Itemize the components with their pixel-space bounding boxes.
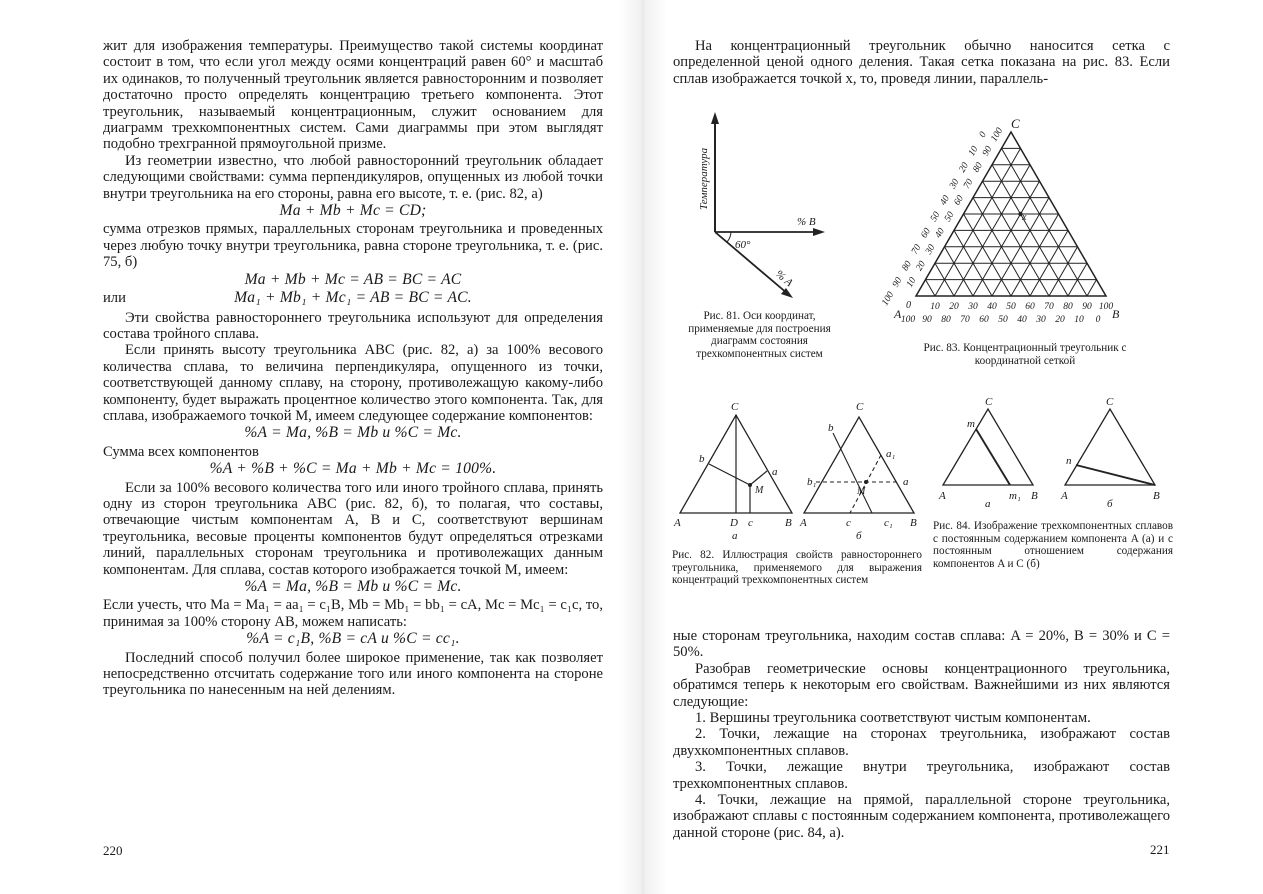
property-item-4: 4. Точки, лежащие на прямой, параллельной стороне треугольника, изображают сплавы с постоянным содержанием компонента, противолежащего данной стороне (рис. 84, а). — [673, 792, 1170, 841]
left-tick-label: 70 — [962, 177, 976, 191]
left-tick-label: 60 — [952, 193, 966, 208]
left-tick-label: 50 — [943, 210, 957, 224]
figure-84-triangles — [935, 395, 1170, 515]
grid-line — [1011, 214, 1059, 296]
bottom-tick-label: 50 — [1006, 302, 1016, 312]
formula-sum: %A + %B + %C = Ma + Mb + Mc = 100%. — [209, 460, 497, 478]
figure-83-concentration-triangle — [880, 108, 1140, 343]
axis-temperature-label: Температура — [698, 147, 710, 210]
vertex-a-label: A — [894, 307, 902, 321]
left-tick-label-reverse: 100 — [880, 290, 897, 308]
fig82b-b: b — [828, 422, 834, 434]
fig82a-a: a — [772, 466, 778, 478]
fig82a-a-vertex: A — [674, 517, 681, 529]
figure-81-axes — [685, 110, 845, 310]
grid-line — [1002, 148, 1088, 296]
figure-82-caption: Рис. 82. Иллюстрация свойств равностороннего треугольника, применяемого для выражения концентраций трехкомпонентных систем — [672, 549, 922, 587]
figure-82a — [673, 401, 792, 542]
left-tick-labels-reverse — [880, 130, 989, 307]
fig82a-b-vertex: B — [785, 517, 792, 529]
bottom-tick-label: 20 — [949, 302, 959, 312]
bottom-tick-label: 70 — [1044, 302, 1054, 312]
fig82b-a-vertex: A — [800, 517, 807, 529]
figure-84a — [938, 396, 1038, 510]
right-paragraph-3: Разобрав геометрические основы концентрационного треугольника, обратимся теперь к некоторым его свойствам. Важнейшими из них являются следующие: — [673, 660, 1170, 710]
page-number-right: 221 — [1150, 842, 1170, 857]
right-paragraph-2: ные сторонам треугольника, находим состав сплава: A = 20%, B = 30% и C = 50%. — [673, 628, 1170, 661]
left-paragraph-3: сумма отрезков прямых, параллельных сторонам треугольника и проведенных через любую точку внутри треугольника, равна стороне треугольника, т. е. (рис. 75, б) — [103, 221, 603, 271]
bottom-tick-label-reverse: 10 — [1074, 315, 1084, 325]
fig82b-b1: b₁ — [807, 476, 817, 488]
bottom-tick-label-reverse: 60 — [979, 315, 989, 325]
formula-parallels: Ma + Mb + Mc = AB = BC = AC — [244, 270, 462, 288]
bottom-tick-label-reverse: 100 — [900, 315, 916, 325]
triangle-grid — [916, 132, 1106, 296]
vertex-c-label: C — [1011, 116, 1020, 131]
bottom-tick-label: 10 — [930, 302, 940, 312]
formula-or-row — [103, 290, 603, 306]
figure-82b — [799, 401, 917, 542]
fig82a-sub: а — [732, 530, 738, 542]
bottom-tick-label: 40 — [987, 302, 997, 312]
left-paragraph-7: Если за 100% весового количества того или иного тройного сплава, принять одну из сторон треугольника ABC (рис. 82, б), то полагая, что составы, отвечающие чистым компонентам A, B и C, соответствуют вершинам треугольника, весовые проценты компонентов будут определяться отрезками линий, параллельных сторонам треугольника и противолежащих данным компонентам. Для сплава, состав которого изображается точкой M, имеем: — [103, 479, 603, 578]
grid-line — [973, 181, 1040, 296]
fig84a-a-vertex: A — [939, 490, 946, 502]
left-tick-label-reverse: 70 — [910, 243, 924, 257]
point-x-label: x — [1022, 212, 1027, 223]
left-tick-label: 30 — [924, 243, 938, 257]
fig82a-m: M — [755, 485, 764, 496]
left-tick-label-reverse: 60 — [919, 226, 933, 241]
zero-label: 0 — [906, 300, 911, 311]
angle-label: 60° — [735, 239, 751, 251]
fig82a-c: c — [748, 517, 753, 529]
fig82b-a: a — [903, 476, 909, 488]
grid-line — [983, 181, 1050, 296]
bottom-tick-label: 100 — [1098, 302, 1114, 312]
fig82b-m: M — [857, 486, 866, 497]
left-tick-label-reverse: 50 — [929, 210, 943, 224]
figure-82-triangles — [670, 395, 930, 545]
bottom-tick-label-reverse: 40 — [1017, 315, 1027, 325]
left-tick-label: 20 — [914, 259, 928, 273]
fig82b-c-top: C — [856, 401, 864, 413]
bottom-tick-labels — [930, 302, 1113, 312]
fig84a-b-vertex: B — [1031, 490, 1038, 502]
left-tick-label-reverse: 10 — [967, 144, 981, 159]
fig82b-c1: c₁ — [884, 517, 893, 529]
left-tick-label-reverse: 90 — [891, 275, 905, 290]
formula-composition-b: %A = Ma, %B = Mb и %C = Mc. — [244, 578, 462, 595]
left-tick-label-reverse: 0 — [977, 130, 989, 140]
formula-composition-a: %A = Ma, %B = Mb и %C = Mc. — [244, 424, 462, 442]
bottom-tick-labels-reverse — [901, 315, 1101, 325]
left-page — [103, 38, 603, 699]
right-page-top — [673, 38, 1170, 87]
property-item-2: 2. Точки, лежащие на сторонах треугольника, изображают состав двухкомпонентных сплавов. — [673, 726, 1170, 759]
left-tick-label: 90 — [981, 144, 995, 159]
figure-83-caption: Рис. 83. Концентрационный треугольник с координатной сеткой — [923, 342, 1127, 367]
left-tick-label: 40 — [933, 226, 947, 241]
bottom-tick-label: 30 — [968, 302, 978, 312]
bottom-tick-label: 80 — [1063, 302, 1073, 312]
right-page-bottom — [673, 628, 1170, 841]
fig82a-c-top: C — [731, 401, 739, 413]
grid-line — [926, 280, 936, 296]
fig82a-b: b — [699, 453, 705, 465]
left-tick-label-reverse: 30 — [948, 177, 962, 191]
fig84b-sub: б — [1107, 498, 1113, 510]
fig82b-a1: a₁ — [886, 448, 896, 460]
bottom-tick-label-reverse: 90 — [922, 315, 932, 325]
formula-side-ab: %A = c₁B, %B = cA и %C = cc₁. — [246, 630, 460, 648]
vertex-b-label: B — [1112, 307, 1120, 321]
left-paragraph-5: Если принять высоту треугольника ABC (рис. 82, а) за 100% весового количества сплава, то величина перпендикуляра, опущенного из точки, соответствующей данному сплаву, на сторону, противолежащую какому-либо компоненту, будет выражать процентное количество этого компонента. Так, для сплава, изображаемого точкой M, имеем следующее содержание компонентов: — [103, 342, 603, 424]
book-gutter — [618, 0, 668, 894]
left-paragraph-9: Последний способ получил более широкое применение, так как позволяет непосредственно отсчитать содержание того или иного компонента на стороне треугольника по нанесенным на ней делениям. — [103, 649, 603, 699]
fig82b-b-vertex: B — [910, 517, 917, 529]
formula-perpendiculars: Ma + Mb + Mc = CD; — [279, 202, 427, 220]
figure-84-caption: Рис. 84. Изображение трехкомпонентных сплавов с постоянным содержанием компонента A (а) и с постоянным отношением содержания компонентов A и C (б) — [933, 520, 1173, 570]
axis-b-label: % B — [797, 216, 816, 228]
left-tick-label-reverse: 80 — [900, 259, 914, 273]
fig82a-d: D — [730, 517, 738, 529]
bottom-tick-label-reverse: 80 — [941, 315, 951, 325]
fig84a-m1: m₁ — [1009, 490, 1021, 502]
page-number-left: 220 — [103, 843, 123, 858]
fig84a-c: C — [985, 396, 993, 408]
left-paragraph-2: Из геометрии известно, что любой равносторонний треугольник обладает следующими свойствами: сумма перпендикуляров, опущенных из любой точки внутри треугольника на его стороны, равна его высоте, т. е. (рис. 82, а) — [103, 152, 603, 202]
or-word: или — [103, 290, 126, 307]
fig84b-a-vertex: A — [1061, 490, 1068, 502]
figure-84b — [1060, 396, 1160, 510]
left-paragraph-8: Если учесть, что Ma = Ma₁ = aa₁ = c₁B, Mb = Mb₁ = bb₁ = cA, Mc = Mc₁ = c₁c, то, принимая за 100% сторону AB, можем написать: — [103, 597, 603, 630]
left-paragraph-4: Эти свойства равностороннего треугольника используют для определения состава тройного сплава. — [103, 309, 603, 342]
figure-81-caption: Рис. 81. Оси координат, применяемые для построения диаграмм состояния трехкомпонентных систем — [688, 310, 831, 360]
property-item-3: 3. Точки, лежащие внутри треугольника, изображают состав трехкомпонентных сплавов. — [673, 759, 1170, 792]
left-paragraph-1: жит для изображения температуры. Преимущество такой системы координат состоит в том, что если угол между осями концентраций равен 60° и масштаб их одинаков, то полученный треугольник является равносторонним и позволяет достаточно просто определять концентрацию третьего компонента. Этот треугольник, называемый концентрационным, служит основанием для диаграмм трехкомпонентных систем. Сами диаграммы при этом выглядят подобно трехгранной прямоугольной призме. — [103, 38, 603, 153]
fig82b-sub: б — [856, 530, 862, 542]
bottom-tick-label-reverse: 20 — [1055, 315, 1065, 325]
fig84a-sub: а — [985, 498, 991, 510]
bottom-tick-label-reverse: 0 — [1095, 315, 1101, 325]
bottom-tick-label: 90 — [1082, 302, 1092, 312]
bottom-tick-label-reverse: 30 — [1036, 315, 1046, 325]
right-paragraph-1: На концентрационный треугольник обычно наносится сетка с определенной ценой одного деления. Такая сетка показана на рис. 83. Если сплав изображается точкой x, то, проведя линии, параллель- — [673, 38, 1170, 87]
grid-line — [1087, 280, 1097, 296]
bottom-tick-label: 60 — [1025, 302, 1035, 312]
bottom-tick-label-reverse: 70 — [960, 315, 970, 325]
left-tick-label-reverse: 20 — [957, 161, 971, 175]
left-tick-label-reverse: 40 — [938, 193, 952, 208]
formula-parallels-alt: Ma₁ + Mb₁ + Mc₁ = AB = BC = AC. — [234, 289, 472, 307]
fig84b-b-vertex: B — [1153, 490, 1160, 502]
fig84b-n: n — [1066, 455, 1072, 467]
axis-a-label: % A — [773, 268, 795, 290]
left-tick-label: 100 — [989, 126, 1006, 144]
left-tick-label: 80 — [971, 161, 985, 175]
grid-line — [964, 214, 1012, 296]
property-item-1: 1. Вершины треугольника соответствуют чистым компонентам. — [695, 710, 1091, 727]
left-tick-label: 10 — [905, 275, 919, 290]
bottom-tick-label-reverse: 50 — [998, 315, 1008, 325]
fig82b-c: c — [846, 517, 851, 529]
fig84b-c: C — [1106, 396, 1114, 408]
left-paragraph-6: Сумма всех компонентов — [103, 443, 259, 460]
fig84a-m: m — [967, 418, 975, 430]
